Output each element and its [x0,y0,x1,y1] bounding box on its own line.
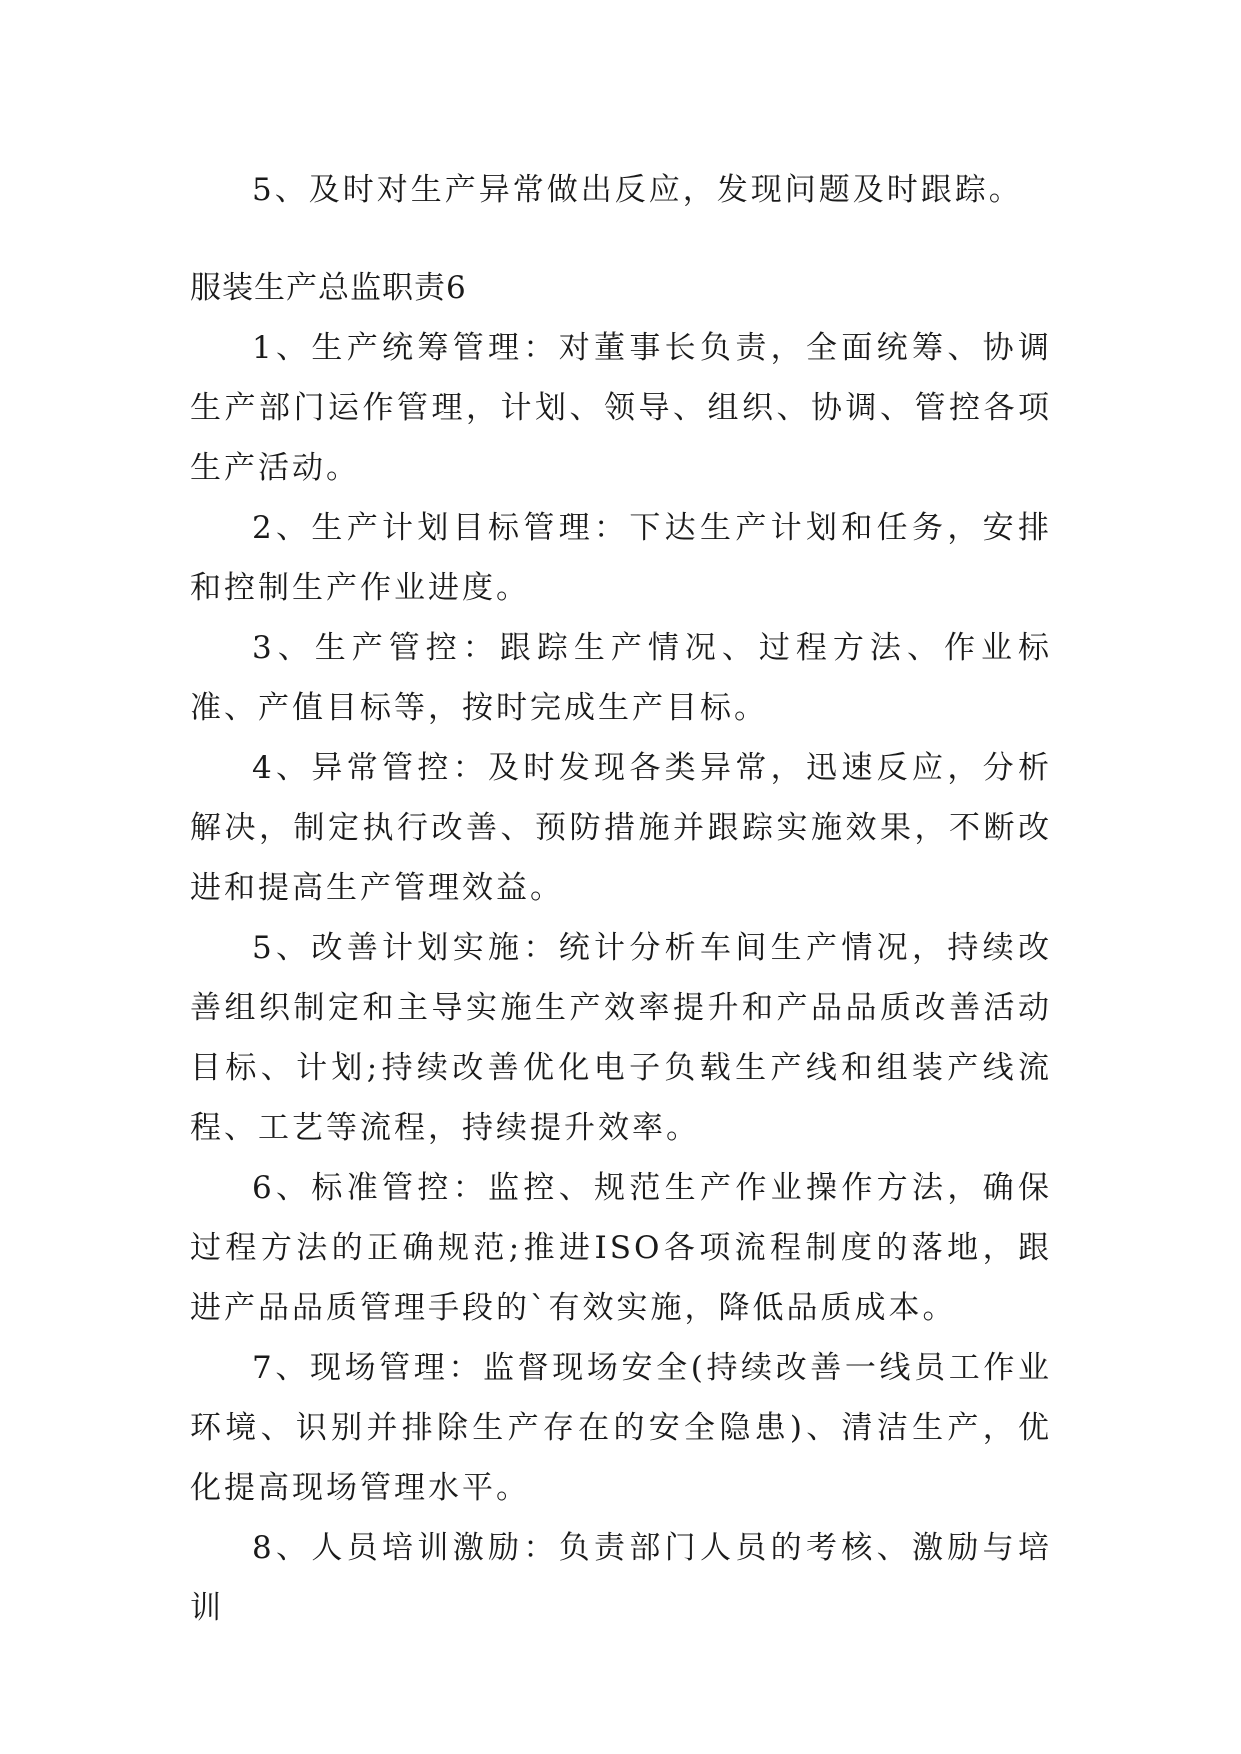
document-body [190,160,1052,1638]
intro-item: 5、及时对生产异常做出反应，发现问题及时跟踪。 [252,172,1023,208]
list-item: 6、标准管控：监控、规范生产作业操作方法，确保过程方法的正确规范;推进ISO各项流程制度的落地，跟进产品品质管理手段的`有效实施，降低品质成本。 [190,1170,1052,1326]
list-item: 5、改善计划实施：统计分析车间生产情况，持续改善组织制定和主导实施生产效率提升和产品品质改善活动目标、计划;持续改善优化电子负载生产线和组装产线流程、工艺等流程，持续提升效率。 [190,930,1052,1146]
list-item: 1、生产统筹管理：对董事长负责，全面统筹、协调生产部门运作管理，计划、领导、组织、协调、管控各项生产活动。 [190,330,1052,486]
section-title: 服装生产总监职责6 [190,270,467,306]
list-item: 2、生产计划目标管理：下达生产计划和任务，安排和控制生产作业进度。 [190,510,1052,606]
list-item: 8、人员培训激励：负责部门人员的考核、激励与培训 [190,1530,1052,1626]
list-item: 7、现场管理：监督现场安全(持续改善一线员工作业环境、识别并排除生产存在的安全隐患)、清洁生产，优化提高现场管理水平。 [190,1350,1052,1506]
list-item: 3、生产管控：跟踪生产情况、过程方法、作业标准、产值目标等，按时完成生产目标。 [190,630,1052,726]
list-item: 4、异常管控：及时发现各类异常，迅速反应，分析解决，制定执行改善、预防措施并跟踪实施效果，不断改进和提高生产管理效益。 [190,750,1052,906]
